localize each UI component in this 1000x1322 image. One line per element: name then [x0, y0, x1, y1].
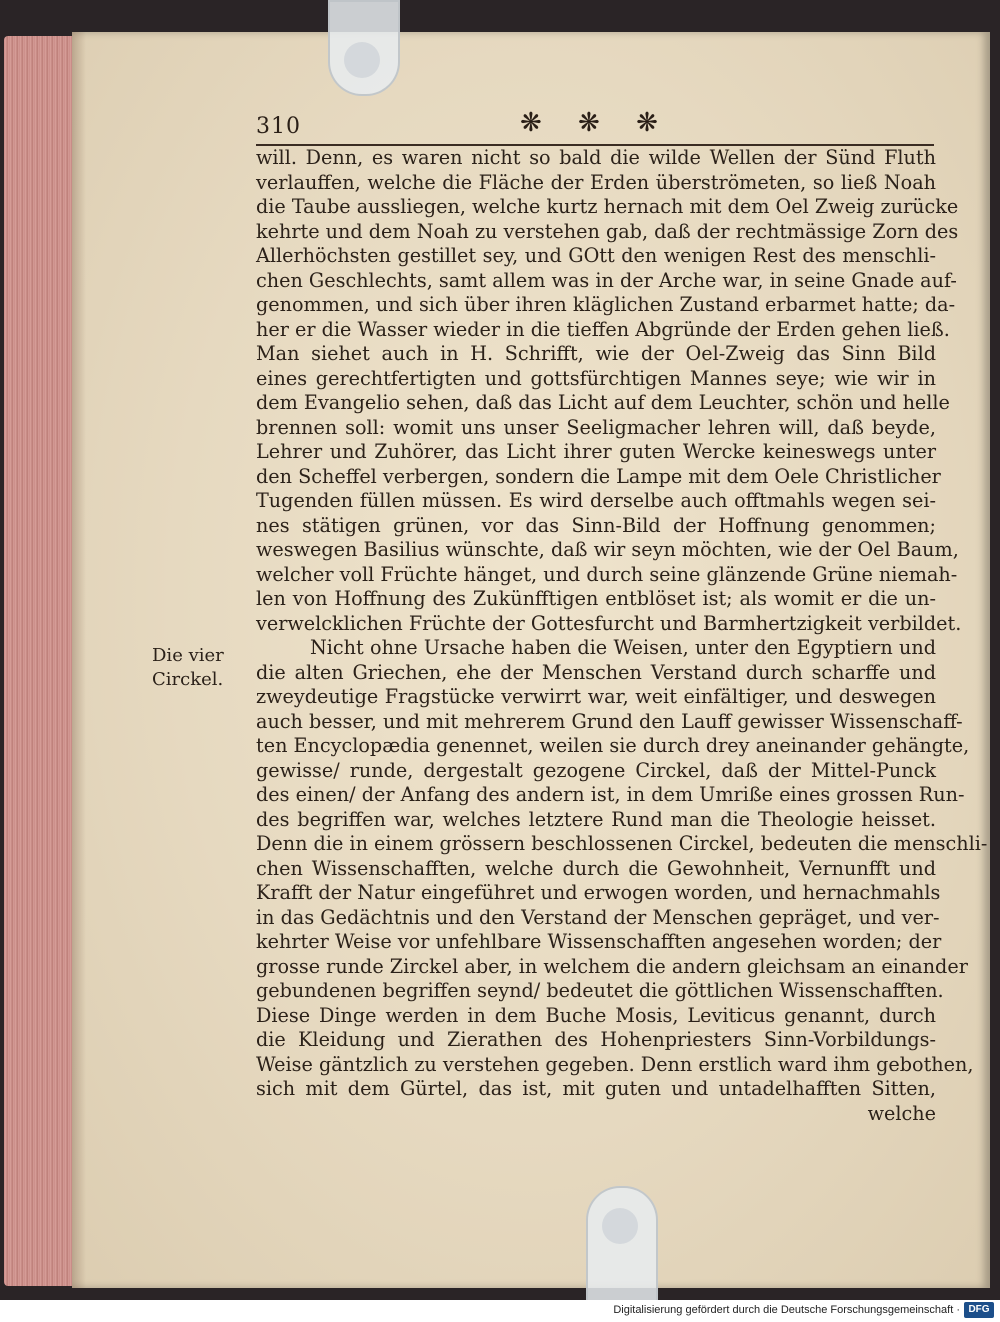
text-line: kehrter Weise vor unfehlbare Wissenschafften angesehen worden; der: [256, 930, 942, 953]
text-line: nes stätigen grünen, vor das Sinn-Bild der Hoffnung genommen;: [256, 513, 936, 537]
text-line: verwelcklichen Früchte der Gottesfurcht und Barmhertzigkeit verbildet.: [256, 611, 962, 635]
header-ornament: ❋ ❋ ❋: [520, 108, 672, 138]
marginal-note: [152, 644, 242, 692]
text-line: Diese Dinge werden in dem Buche Mosis, Leviticus genannt, durch: [256, 1003, 936, 1027]
text-line: die Kleidung und Zierathen des Hohenpriesters Sinn-Vorbildungs-: [256, 1028, 936, 1051]
text-line: brennen soll: womit uns unser Seeligmacher lehren will, daß beyde,: [256, 415, 936, 439]
text-line: Denn die in einem grössern beschlossenen Circkel, bedeuten die menschli-: [256, 832, 988, 855]
body-text: [256, 146, 988, 1126]
footer-bar: [0, 1300, 1000, 1322]
gutter-shadow: [72, 32, 86, 1288]
clip-hole: [344, 42, 380, 78]
text-line: Weise gäntzlich zu verstehen gegeben. Denn erstlich ward ihm gebothen,: [256, 1052, 974, 1076]
text-line: des begriffen war, welches letztere Rund man die Theologie heisset.: [256, 807, 936, 831]
marginal-note-line: Die vier: [152, 645, 224, 666]
text-line: welcher voll Früchte hänget, und durch seine glänzende Grüne niemah-: [256, 562, 958, 586]
text-line: ten Encyclopædia genennet, weilen sie durch drey aneinander gehängte,: [256, 734, 970, 757]
text-line: will. Denn, es waren nicht so bald die wilde Wellen der Sünd Fluth: [256, 146, 936, 169]
text-line: Tugenden füllen müssen. Es wird derselbe auch offtmahls wegen sei-: [256, 489, 936, 512]
text-line: grosse runde Zirckel aber, in welchem die andern gleichsam an einander: [256, 954, 968, 978]
text-line: Nicht ohne Ursache haben die Weisen, unter den Egyptiern und: [310, 636, 936, 659]
text-line: weswegen Basilius wünschte, daß wir seyn möchten, wie der Oel Baum,: [256, 538, 959, 561]
text-line: kehrte und dem Noah zu verstehen gab, daß der rechtmässige Zorn des: [256, 219, 959, 243]
text-line: die Taube aussliegen, welche kurtz hernach mit dem Oel Zweig zurücke: [256, 195, 959, 218]
clip-hole: [602, 1208, 638, 1244]
text-line: eines gerechtfertigten und gottsfürchtigen Mannes seye; wie wir in: [256, 366, 936, 390]
text-line: genommen, und sich über ihren kläglichen Zustand erbarmet hatte; da-: [256, 293, 956, 316]
text-line: auch besser, und mit mehrerem Grund den Lauff gewisser Wissenschaff-: [256, 709, 963, 733]
text-line: dem Evangelio sehen, daß das Licht auf dem Leuchter, schön und helle: [256, 391, 950, 414]
text-line: des einen/ der Anfang des andern ist, in dem Umriße eines grossen Run-: [256, 783, 965, 806]
marginal-note-line: Circkel.: [152, 669, 224, 690]
text-line: Krafft der Natur eingeführet und erwogen worden, und hernachmahls: [256, 881, 941, 904]
text-line: zweydeutige Fragstücke verwirrt war, weit einfältiger, und deswegen: [256, 685, 936, 708]
catchword: welche: [867, 1101, 936, 1125]
page-number: 310: [256, 114, 301, 139]
text-line: Allerhöchsten gestillet sey, und GOtt den wenigen Rest des menschli-: [256, 244, 936, 267]
footer-credit: Digitalisierung gefördert durch die Deutsche Forschungsgemeinschaft ·: [613, 1304, 960, 1316]
text-line: Man siehet auch in H. Schrifft, wie der Oel-Zweig das Sinn Bild: [256, 342, 936, 365]
text-line: gewisse/ runde, dergestalt gezogene Circkel, daß der Mittel-Punck: [256, 758, 936, 782]
text-line: die alten Griechen, ehe der Menschen Verstand durch scharffe und: [256, 660, 936, 684]
text-line: Lehrer und Zuhörer, das Licht ihrer guten Wercke keineswegs unter: [256, 440, 936, 463]
text-line: chen Wissenschafften, welche durch die Gewohnheit, Vernunfft und: [256, 856, 936, 880]
text-line: den Scheffel verbergen, sondern die Lampe mit dem Oele Christlicher: [256, 464, 941, 488]
text-line: gebundenen begriffen seynd/ bedeutet die göttlichen Wissenschafften.: [256, 979, 944, 1002]
text-line: chen Geschlechts, samt allem was in der Arche war, in seine Gnade auf-: [256, 268, 957, 292]
text-line: sich mit dem Gürtel, das ist, mit guten und untadelhafften Sitten,: [256, 1077, 936, 1100]
text-line: verlauffen, welche die Fläche der Erden überströmeten, so ließ Noah: [256, 170, 936, 194]
text-line: her er die Wasser wieder in die tieffen Abgründe der Erden gehen ließ.: [256, 317, 950, 341]
top-page-clip: [328, 0, 400, 96]
dfg-logo: DFG: [964, 1302, 994, 1318]
bottom-page-clip: [586, 1186, 658, 1300]
text-line: len von Hoffnung des Zukünfftigen entblöset ist; als womit er die un-: [256, 587, 936, 610]
text-line: in das Gedächtnis und den Verstand der Menschen gepräget, und ver-: [256, 905, 940, 929]
